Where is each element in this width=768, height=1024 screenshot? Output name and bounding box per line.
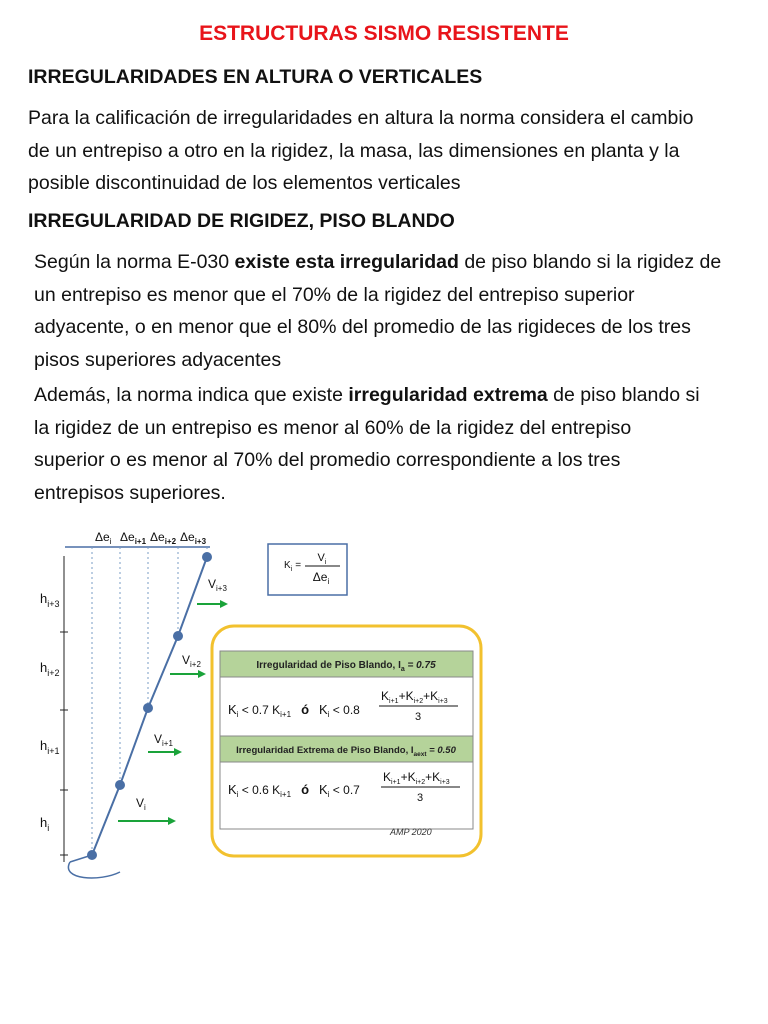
- force-label: $V_i$: [136, 796, 146, 812]
- force-label: $V_{i+2}$: [182, 653, 201, 669]
- text-line: de un entrepiso a otro en la rigidez, la masa, las dimensiones en planta y la: [28, 139, 680, 162]
- text-line: la rigidez de un entrepiso es menor al 60% de la rigidez del entrepiso: [34, 416, 632, 439]
- svg-text:Irregularidad Extrema de Piso: Irregularidad Extrema de Piso Blando, $I_{aext} = 0.50$: [236, 745, 456, 758]
- force-label: $V_{i+1}$: [154, 732, 173, 748]
- svg-text:Ki+1+Ki+2+Ki+3: $K_{i+1}+K_{i+2}+K_{i+3}$: [381, 689, 448, 705]
- criterion-extreme-soft-story: $K_i < 0.6$ $K_{i+1}$ ó $K_i < 0.7$: [228, 782, 360, 799]
- floor-node: [202, 552, 212, 562]
- floor-node: [173, 631, 183, 641]
- section-heading-soft-story: IRREGULARIDAD DE RIGIDEZ, PISO BLANDO: [28, 210, 455, 232]
- svg-text:Ki=: $K_i$ =: [284, 560, 302, 573]
- height-label: $h_{i+3}$: [40, 591, 60, 609]
- criterion-soft-story: $K_i < 0.7$ $K_{i+1}$ ó $K_i < 0.8$: [228, 702, 360, 719]
- text-line: pisos superiores adyacentes: [34, 348, 282, 371]
- text-line: posible discontinuidad de los elementos verticales: [28, 172, 461, 194]
- height-label: $h_{i+1}$: [40, 738, 60, 756]
- figure-credit: AMP 2020: [390, 827, 432, 837]
- svg-text:Ki+1+Ki+2+Ki+3: $K_{i+1}+K_{i+2}+K_{i+3}$: [383, 770, 450, 786]
- delta-e-i1-label: $\Delta e_{i+1}$: [120, 530, 147, 546]
- svg-text:Irregularidad de Piso Blando,: Irregularidad de Piso Blando, $I_a = 0.75$: [256, 660, 436, 673]
- force-label: $V_{i+3}$: [208, 577, 227, 593]
- text-line: Según la norma E-030 existe esta irregularidad de piso blando si la rigidez de: [34, 251, 722, 273]
- text-line: Además, la norma indica que existe irregularidad extrema de piso blando si: [34, 384, 700, 406]
- section-heading-vertical: IRREGULARIDADES EN ALTURA O VERTICALES: [28, 66, 483, 88]
- delta-e-i-label: $\Delta e_i$: [95, 530, 112, 546]
- paragraph-vertical-irregularities: [28, 102, 694, 200]
- text-line: superior o es menor al 70% del promedio correspondiente a los tres: [34, 449, 621, 471]
- page-title: ESTRUCTURAS SISMO RESISTENTE: [199, 22, 569, 45]
- floor-node: [115, 780, 125, 790]
- height-label: $h_i$: [40, 815, 50, 833]
- delta-e-i2-label: $\Delta e_{i+2}$: [150, 530, 177, 546]
- floor-node: [87, 850, 97, 860]
- emphasis: existe esta irregularidad: [234, 251, 459, 273]
- stiffness-formula-box: [268, 544, 347, 595]
- svg-text:Δei: $\Delta e_i$: [312, 570, 330, 586]
- svg-text:Vi: $V_i$: [317, 552, 327, 566]
- text-line: un entrepiso es menor que el 70% de la rigidez del entrepiso superior: [34, 283, 635, 306]
- paragraph-soft-story-definition: [34, 246, 721, 376]
- paragraph-extreme-soft-story: [34, 379, 700, 509]
- text-line: Para la calificación de irregularidades en altura la norma considera el cambio: [28, 107, 694, 129]
- height-label: $h_{i+2}$: [40, 660, 60, 678]
- svg-text:3: 3: [414, 711, 422, 723]
- text-line: adyacente, o en menor que el 80% del promedio de las rigideces de los tres: [34, 316, 691, 338]
- floor-node: [143, 703, 153, 713]
- emphasis: irregularidad extrema: [348, 384, 548, 406]
- soft-story-figure: [0, 500, 768, 900]
- delta-e-i3-label: $\Delta e_{i+3}$: [180, 530, 207, 546]
- text-line: entrepisos superiores.: [34, 481, 226, 504]
- svg-text:3: 3: [416, 792, 424, 804]
